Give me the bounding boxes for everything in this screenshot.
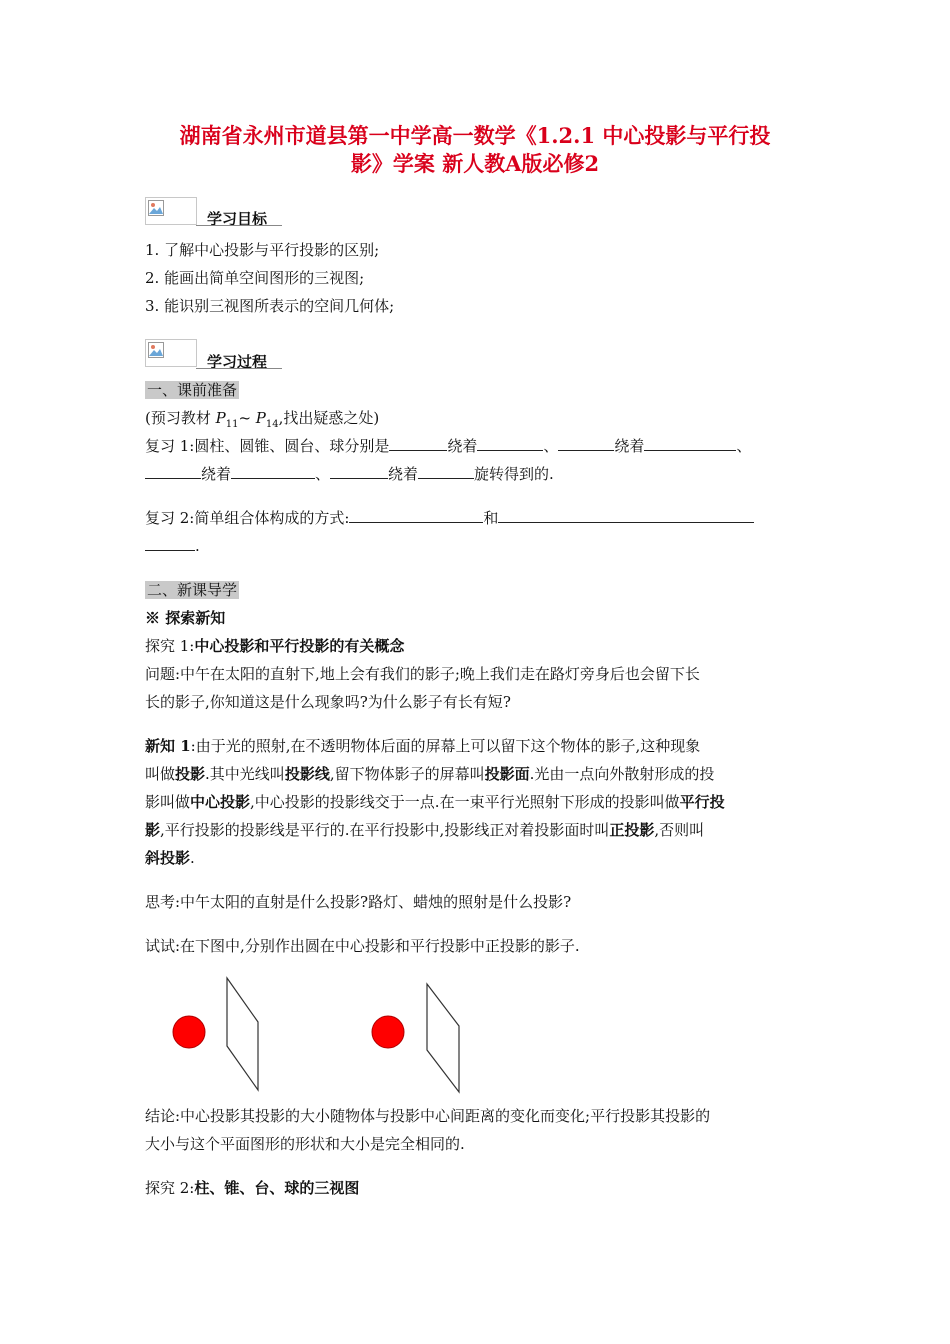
explore2-line (145, 1178, 359, 1198)
fill-blank[interactable] (498, 508, 754, 523)
explore1-label: 探究 1: (145, 637, 195, 655)
preview-p1: P (215, 409, 226, 427)
review1-line2 (145, 464, 554, 484)
projection-screen-2 (427, 984, 459, 1092)
circle-object-2 (372, 1016, 404, 1048)
review1-line1 (145, 436, 751, 456)
fill-blank[interactable] (231, 464, 315, 479)
newknow-line1 (145, 736, 700, 756)
preview-tilde: ~ (238, 409, 256, 427)
newknow-text: 影叫做 (145, 793, 191, 811)
term-parallel-projection: 平行投 (679, 793, 725, 811)
explore1-title: 中心投影和平行投影的有关概念 (194, 637, 405, 655)
newknow-text: ,中心投影的投影线交于一点.在一束平行光照射下形成的投影叫做 (250, 793, 680, 811)
section-heading-goals: 学习目标 (207, 210, 268, 228)
review2-end: . (195, 537, 200, 555)
newknow-text: .光由一点向外散射形成的投 (529, 765, 715, 783)
fill-blank[interactable] (389, 436, 447, 451)
newknow-line4 (145, 820, 704, 840)
conclusion-line1: 结论:中心投影其投影的大小随物体与投影中心间距离的变化而变化;平行投影其投影的 (145, 1107, 711, 1125)
preview-prefix: (预习教材 (145, 409, 216, 427)
projection-screen-1 (227, 978, 258, 1090)
circle-object-1 (173, 1016, 205, 1048)
fill-blank[interactable] (330, 464, 388, 479)
question-line2: 长的影子,你知道这是什么现象吗?为什么影子有长有短? (145, 693, 511, 711)
newknow-text: ,留下物体影子的屏幕叫 (329, 765, 485, 783)
review2-and: 和 (483, 509, 499, 527)
fill-blank[interactable] (418, 464, 474, 479)
review1-sep: 、 (543, 437, 559, 455)
review1-around: 绕着 (614, 437, 645, 455)
document-title-line1: 湖南省永州市道县第一中学高一数学《1.2.1 中心投影与平行投 (179, 123, 771, 148)
think-line: 思考:中午太阳的直射是什么投影?路灯、蜡烛的照射是什么投影? (145, 893, 572, 911)
fill-blank[interactable] (145, 536, 195, 551)
goal-item-1: 1. 了解中心投影与平行投影的区别; (145, 241, 380, 259)
newknow-text: :由于光的照射,在不透明物体后面的屏幕上可以留下这个物体的影子,这种现象 (190, 737, 701, 755)
part1-heading (145, 380, 239, 400)
preview-p2: P (255, 409, 266, 427)
heading-underline (196, 368, 282, 369)
preview-line (145, 408, 379, 435)
fill-blank[interactable] (145, 464, 201, 479)
explore-title: ※ 探索新知 (145, 609, 226, 627)
explore2-title: 柱、锥、台、球的三视图 (194, 1179, 360, 1197)
preview-suffix: ,找出疑惑之处) (278, 409, 380, 427)
newknow-text: 叫做 (145, 765, 176, 783)
term-projection-plane: 投影面 (484, 765, 530, 783)
heading-underline (196, 225, 282, 226)
newknow-line2 (145, 764, 714, 784)
review1-around: 绕着 (447, 437, 478, 455)
review1-label: 复习 1:圆柱、圆锥、圆台、球分别是 (145, 437, 390, 455)
try-line: 试试:在下图中,分别作出圆在中心投影和平行投影中正投影的影子. (145, 937, 580, 955)
part2-heading (145, 580, 239, 600)
question-line1: 问题:中午在太阳的直射下,地上会有我们的影子;晚上我们走在路灯旁身后也会留下长 (145, 665, 700, 683)
review1-around: 绕着 (388, 465, 419, 483)
broken-image-icon (145, 339, 197, 367)
term-oblique: 斜投影 (145, 849, 191, 867)
explore1-line (145, 636, 404, 656)
preview-p2-sub: 14 (265, 419, 279, 430)
term-central-projection: 中心投影 (190, 793, 251, 811)
review2-line2 (145, 536, 200, 556)
newknow-line3 (145, 792, 725, 812)
part2-heading-text: 二、新课导学 (147, 581, 238, 599)
term-orthographic: 正投影 (609, 821, 655, 839)
conclusion-line2: 大小与这个平面图形的形状和大小是完全相同的. (145, 1135, 465, 1153)
document-title-line2: 影》学案 新人教A版必修2 (350, 151, 600, 176)
newknow-text: .其中光线叫 (205, 765, 285, 783)
preview-p1-sub: 11 (225, 419, 239, 430)
fill-blank[interactable] (558, 436, 614, 451)
fill-blank[interactable] (477, 436, 543, 451)
newknow-text: ,平行投影的投影线是平行的.在平行投影中,投影线正对着投影面时叫 (160, 821, 610, 839)
newknow-text: . (190, 849, 195, 867)
broken-image-icon (145, 197, 197, 225)
part1-heading-text: 一、课前准备 (147, 381, 238, 399)
term-parallel-projection: 影 (145, 821, 161, 839)
explore2-label: 探究 2: (145, 1179, 195, 1197)
review1-sep: 、 (315, 465, 331, 483)
review2-line1 (145, 508, 754, 528)
newknow-label: 新知 1 (145, 737, 191, 755)
fill-blank[interactable] (349, 508, 483, 523)
projection-figure (160, 970, 480, 1100)
review1-around: 绕着 (201, 465, 232, 483)
review1-sep: 、 (736, 437, 752, 455)
goal-item-3: 3. 能识别三视图所表示的空间几何体; (145, 297, 395, 315)
term-projection: 投影 (175, 765, 206, 783)
newknow-text: ,否则叫 (654, 821, 705, 839)
term-projection-line: 投影线 (284, 765, 330, 783)
fill-blank[interactable] (644, 436, 736, 451)
section-heading-process: 学习过程 (207, 353, 268, 371)
newknow-line5 (145, 848, 195, 868)
review2-label: 复习 2:简单组合体构成的方式: (145, 509, 350, 527)
goal-item-2: 2. 能画出简单空间图形的三视图; (145, 269, 365, 287)
review1-end: 旋转得到的. (474, 465, 554, 483)
